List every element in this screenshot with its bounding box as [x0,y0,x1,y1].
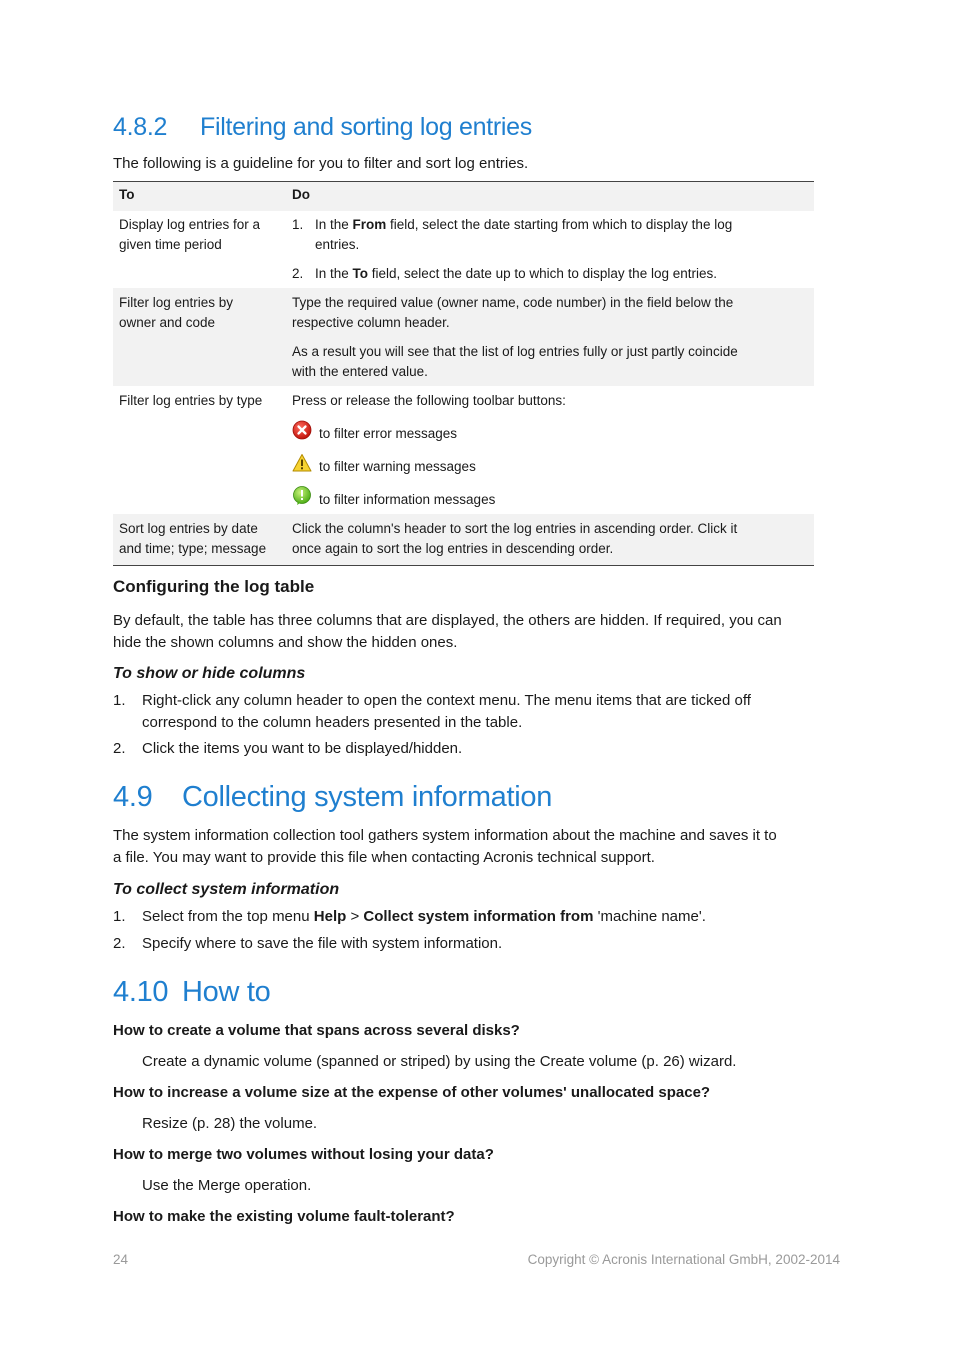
cell-line: given time period [119,237,222,252]
subheading-configuring: Configuring the log table [113,577,315,596]
error-icon [292,420,312,440]
table-row-4-do [292,519,807,559]
step-text: Select from the top menu [142,908,314,925]
step-line: Click the items you want to be displayed/hidden. [142,740,463,757]
cell-line: owner and code [119,315,216,330]
answer-1: Create a dynamic volume (spanned or striped) by using the Create volume (p. 26) wizard. [142,1053,737,1070]
section-title: How to [182,976,271,1008]
cell-line: Type the required value (owner name, code number) in the field below the [292,295,734,310]
step-text: 'machine name'. [593,908,706,925]
cell-line: Filter log entries by type [119,393,263,408]
table-row-2-to [119,293,289,333]
para-line: By default, the table has three columns that are displayed, the others are hidden. If required, you can [113,612,782,629]
section-number: 4.10 [113,976,169,1008]
cell-line: with the entered value. [292,364,428,379]
collect-step-1 [113,906,833,928]
section-heading-4-8-2 [113,113,532,142]
table-row-2-do-para-2 [292,342,807,382]
table-row-3-do-intro: Press or release the following toolbar buttons: [292,393,566,408]
table-header-row [113,182,814,211]
answer-3: Use the Merge operation. [142,1177,312,1194]
table-row-1-to [119,215,289,255]
section-heading-4-10 [113,976,270,1009]
step-line: correspond to the column headers presented in the table. [142,714,523,731]
table-row-1-do-item-2 [292,264,802,284]
section-4-9-paragraph [113,825,853,869]
cell-line: and time; type; message [119,541,267,556]
list-number: 2. [113,740,126,757]
step-text: > [346,908,364,925]
filter-label: to filter warning messages [319,459,476,474]
filter-label: to filter error messages [319,426,458,441]
table-row-2-do-para-1 [292,293,807,333]
item-text: In the [315,217,353,232]
procedure-title-show-hide: To show or hide columns [113,665,306,682]
step-line: Right-click any column header to open the context menu. The menu items that are ticked off [142,692,751,709]
question-4: How to make the existing volume fault-tolerant? [113,1208,455,1225]
table-header-do: Do [292,187,310,202]
cell-line: once again to sort the log entries in descending order. [292,541,614,556]
table-row-4-to [119,519,291,559]
item-text: entries. [315,237,360,252]
section-heading-4-9 [113,781,552,814]
item-text: field, select the date starting from which to display the log [386,217,733,232]
answer-2: Resize (p. 28) the volume. [142,1115,318,1132]
cell-line: respective column header. [292,315,450,330]
filter-label: to filter information messages [319,492,496,507]
info-icon [292,486,312,506]
item-text: field, select the date up to which to display the log entries. [368,266,717,281]
list-number: 1. [113,692,126,709]
item-bold: To [352,266,369,281]
section-number: 4.8.2 [113,113,168,141]
step-2 [113,738,833,760]
list-number: 1. [292,217,304,232]
cell-line: Sort log entries by date [119,521,258,536]
list-number: 1. [113,908,126,925]
table-row-3-to [119,391,289,411]
warning-icon [292,453,312,473]
list-number: 2. [113,935,126,952]
procedure-title-collect: To collect system information [113,881,340,898]
menu-collect: Collect system information from [363,908,594,925]
table-header-to: To [119,187,135,202]
page-number: 24 [113,1252,129,1267]
para-line: a file. You may want to provide this file when contacting Acronis technical support. [113,849,655,866]
question-3: How to merge two volumes without losing your data? [113,1146,494,1163]
question-1: How to create a volume that spans across several disks? [113,1022,520,1039]
item-bold: From [352,217,387,232]
list-number: 2. [292,266,304,281]
question-2: How to increase a volume size at the expense of other volumes' unallocated space? [113,1084,711,1101]
configuring-paragraph [113,610,853,654]
copyright: Copyright © Acronis International GmbH, 2002-2014 [527,1252,840,1267]
step-text: Specify where to save the file with system information. [142,935,503,952]
collect-step-2 [113,933,833,955]
step-1 [113,690,833,734]
section-number: 4.9 [113,781,153,813]
cell-line: As a result you will see that the list of log entries fully or just partly coincide [292,344,738,359]
cell-line: Filter log entries by [119,295,234,310]
item-text: In the [315,266,353,281]
section-title: Filtering and sorting log entries [200,113,532,141]
cell-line: Display log entries for a [119,217,261,232]
table-bottom-rule [113,565,814,566]
menu-help: Help [313,908,347,925]
cell-line: Click the column's header to sort the log entries in ascending order. Click it [292,521,738,536]
section-title: Collecting system information [182,781,553,813]
table-row-1-do-item-1 [292,215,792,255]
para-line: hide the shown columns and show the hidden ones. [113,634,458,651]
section-intro: The following is a guideline for you to filter and sort log entries. [113,155,529,172]
para-line: The system information collection tool gathers system information about the machine and saves it to [113,827,777,844]
